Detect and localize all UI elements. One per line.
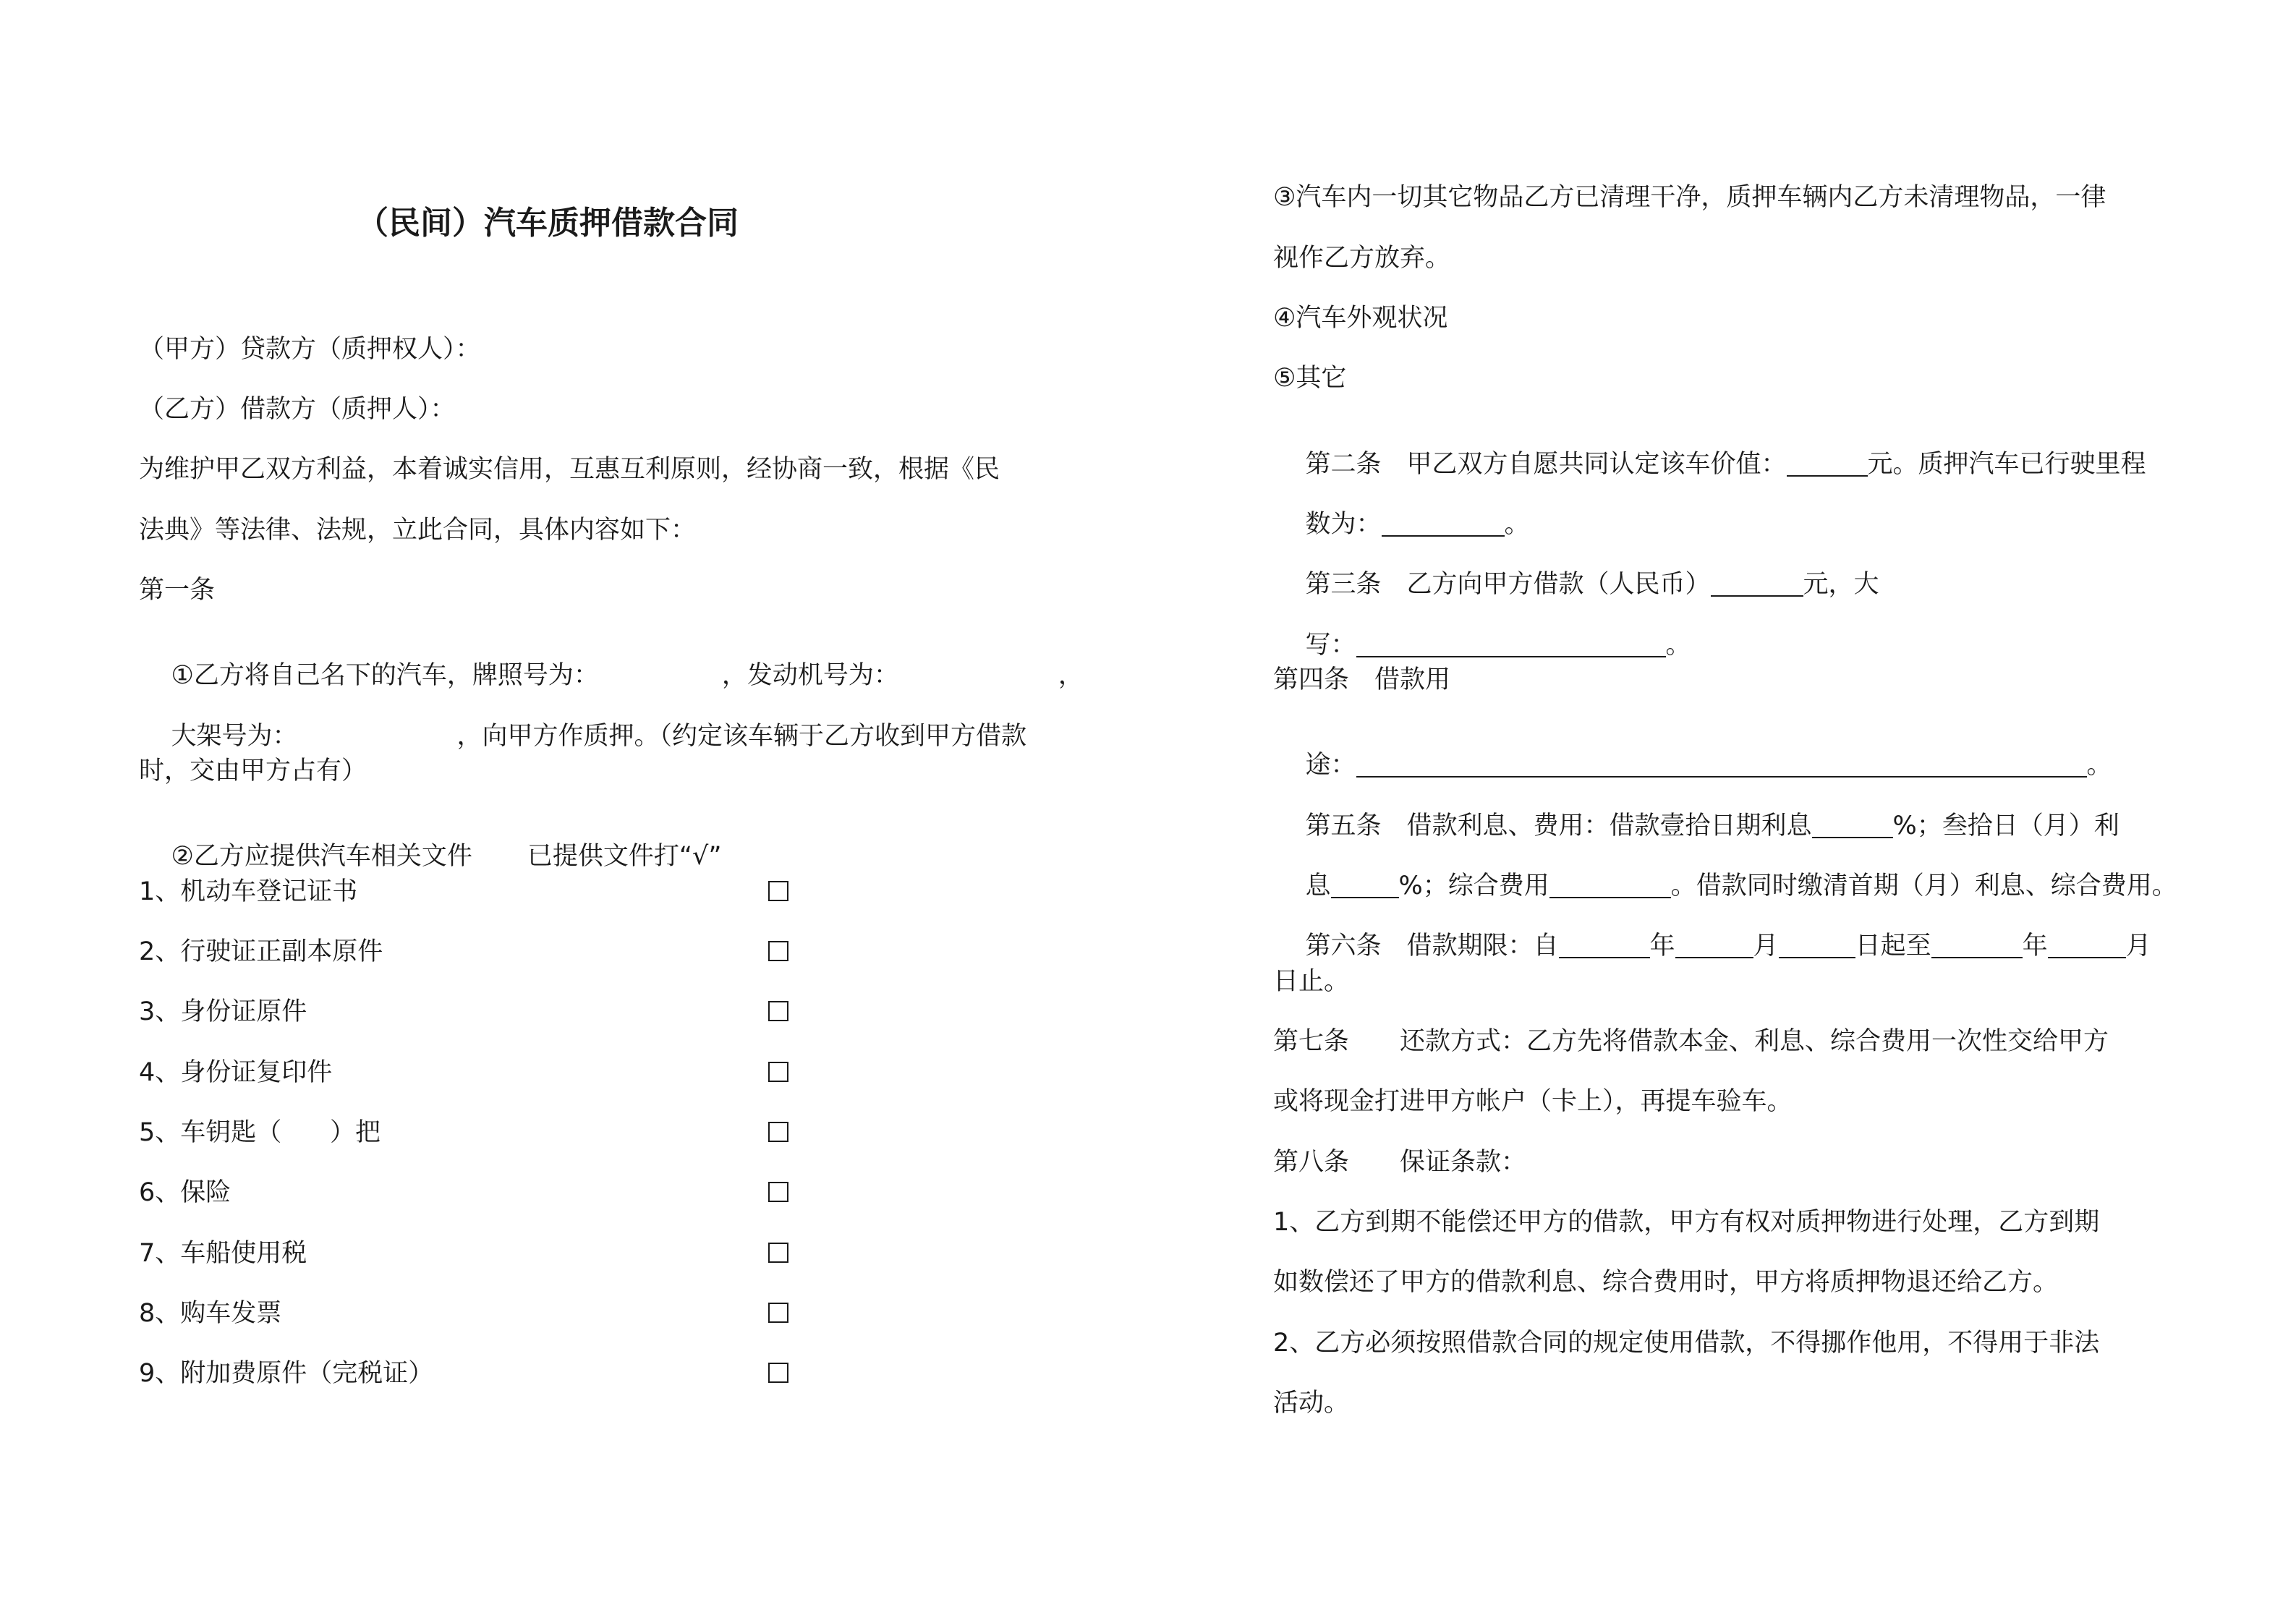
mileage-field[interactable] bbox=[1382, 514, 1505, 537]
frame-label: 大架号为： bbox=[171, 722, 298, 751]
document-item: 4、身份证复印件 bbox=[139, 1058, 333, 1087]
item-5: ⑤其它 bbox=[1273, 364, 1347, 393]
loan-purpose-field[interactable] bbox=[1356, 754, 2087, 778]
article-8-heading: 第八条 保证条款： bbox=[1273, 1148, 1527, 1177]
article-8-clause-2-line-2: 活动。 bbox=[1273, 1389, 1350, 1418]
right-column bbox=[1273, 0, 2177, 1623]
document-item: 9、附加费原件（完税证） bbox=[139, 1359, 434, 1388]
party-b-line: （乙方）借款方（质押人）： bbox=[139, 395, 456, 424]
period: 。 bbox=[1665, 631, 1691, 660]
mileage-label: 数为： bbox=[1305, 510, 1382, 539]
start-month-field[interactable] bbox=[1675, 935, 1753, 958]
article-2-text: 第二条 甲乙双方自愿共同认定该车价值： bbox=[1305, 450, 1787, 479]
end-month-field[interactable] bbox=[2048, 935, 2126, 958]
item-3-line-2: 视作乙方放弃。 bbox=[1273, 244, 1451, 273]
article-5-text-4: %；综合费用 bbox=[1398, 872, 1549, 900]
article-3-text-2: 元，大 bbox=[1803, 570, 1879, 599]
preamble-line-1: 为维护甲乙双方利益，本着诚实信用，互惠互利原则，经协商一致，根据《民 bbox=[139, 455, 1000, 484]
documents-intro: ②乙方应提供汽车相关文件 bbox=[171, 842, 472, 871]
document-item: 2、行驶证正副本原件 bbox=[139, 937, 383, 966]
article-7-line-1: 第七条 还款方式：乙方先将借款本金、利息、综合费用一次性交给甲方 bbox=[1273, 1027, 2109, 1056]
document-checkbox[interactable] bbox=[768, 1062, 788, 1082]
item-3-line-1: ③汽车内一切其它物品乙方已清理干净，质押车辆内乙方未清理物品，一律 bbox=[1273, 183, 2106, 212]
thirty-day-interest-field[interactable] bbox=[1331, 875, 1399, 898]
article-5-text-3: 息 bbox=[1305, 872, 1331, 900]
document-checkbox[interactable] bbox=[768, 1182, 788, 1202]
start-day-field[interactable] bbox=[1779, 935, 1855, 958]
document-item: 5、车钥匙（ ）把 bbox=[139, 1118, 381, 1147]
day-to-label: 日起至 bbox=[1855, 932, 1931, 960]
document-item: 3、身份证原件 bbox=[139, 997, 307, 1026]
year-label: 年 bbox=[2022, 932, 2048, 960]
document-checkbox[interactable] bbox=[768, 1363, 788, 1383]
document-checkbox[interactable] bbox=[768, 1243, 788, 1263]
period: 。 bbox=[2086, 751, 2112, 780]
engine-label: ，发动机号为： bbox=[721, 661, 899, 690]
end-year-field[interactable] bbox=[1931, 935, 2023, 958]
article-1-item-1-line-3: 时，交由甲方占有） bbox=[139, 757, 367, 785]
article-7-line-2: 或将现金打进甲方帐户（卡上），再提车验车。 bbox=[1273, 1087, 1793, 1116]
start-year-field[interactable] bbox=[1559, 935, 1650, 958]
month-label: 月 bbox=[2125, 932, 2151, 960]
document-checkbox[interactable] bbox=[768, 1001, 788, 1021]
article-8-clause-2-line-1: 2、乙方必须按照借款合同的规定使用借款，不得挪作他用，不得用于非法 bbox=[1273, 1329, 2100, 1358]
comma: ， bbox=[1058, 661, 1084, 690]
amount-words-field[interactable] bbox=[1356, 634, 1666, 657]
article-1-heading: 第一条 bbox=[139, 576, 216, 605]
article-6-text: 第六条 借款期限：自 bbox=[1305, 932, 1559, 960]
article-5-text: 第五条 借款利息、费用：借款壹拾日期利息 bbox=[1305, 812, 1812, 840]
document-checkbox[interactable] bbox=[768, 1122, 788, 1142]
left-column bbox=[139, 0, 1084, 1623]
article-6-line-1 bbox=[1273, 908, 2151, 984]
article-4-line-1: 第四条 借款用 bbox=[1273, 665, 1451, 694]
pledge-text: ，向甲方作质押。（约定该车辆于乙方收到甲方借款 bbox=[456, 722, 1027, 751]
article-3-text: 第三条 乙方向甲方借款（人民币） bbox=[1305, 570, 1711, 599]
item-4: ④汽车外观状况 bbox=[1273, 304, 1448, 333]
vehicle-value-field[interactable] bbox=[1787, 453, 1868, 477]
document-item: 7、车船使用税 bbox=[139, 1239, 307, 1268]
document-item: 6、保险 bbox=[139, 1178, 231, 1207]
article-6-line-2: 日止。 bbox=[1273, 967, 1350, 996]
loan-amount-field[interactable] bbox=[1711, 574, 1803, 597]
article-5-text-5: 。借款同时缴清首期（月）利息、综合费用。 bbox=[1670, 872, 2177, 900]
contract-title: （民间）汽车质押借款合同 bbox=[357, 205, 739, 242]
article-2-text-2: 元。质押汽车已行驶里程 bbox=[1867, 450, 2146, 479]
purpose-label: 途： bbox=[1305, 751, 1356, 780]
period: 。 bbox=[1504, 510, 1530, 539]
plate-label: ①乙方将自己名下的汽车，牌照号为： bbox=[171, 661, 599, 690]
month-label: 月 bbox=[1753, 932, 1779, 960]
document-item: 1、机动车登记证书 bbox=[139, 877, 358, 906]
preamble-line-2: 法典》等法律、法规，立此合同，具体内容如下： bbox=[139, 516, 697, 545]
amount-words-label: 写： bbox=[1305, 631, 1356, 660]
document-checkbox[interactable] bbox=[768, 1303, 788, 1323]
article-5-text-2: %；叁拾日（月）利 bbox=[1892, 812, 2119, 840]
year-label: 年 bbox=[1649, 932, 1675, 960]
party-a-line: （甲方）贷款方（质押权人）： bbox=[139, 335, 481, 364]
comprehensive-fee-field[interactable] bbox=[1549, 875, 1671, 898]
documents-note: 已提供文件打“√” bbox=[527, 842, 722, 871]
ten-day-interest-field[interactable] bbox=[1812, 815, 1893, 838]
article-8-clause-1-line-2: 如数偿还了甲方的借款利息、综合费用时，甲方将质押物退还给乙方。 bbox=[1273, 1268, 2059, 1297]
document-item: 8、购车发票 bbox=[139, 1299, 282, 1328]
document-checkbox[interactable] bbox=[768, 941, 788, 961]
document-checkbox[interactable] bbox=[768, 881, 788, 901]
article-8-clause-1-line-1: 1、乙方到期不能偿还甲方的借款，甲方有权对质押物进行处理，乙方到期 bbox=[1273, 1208, 2100, 1237]
